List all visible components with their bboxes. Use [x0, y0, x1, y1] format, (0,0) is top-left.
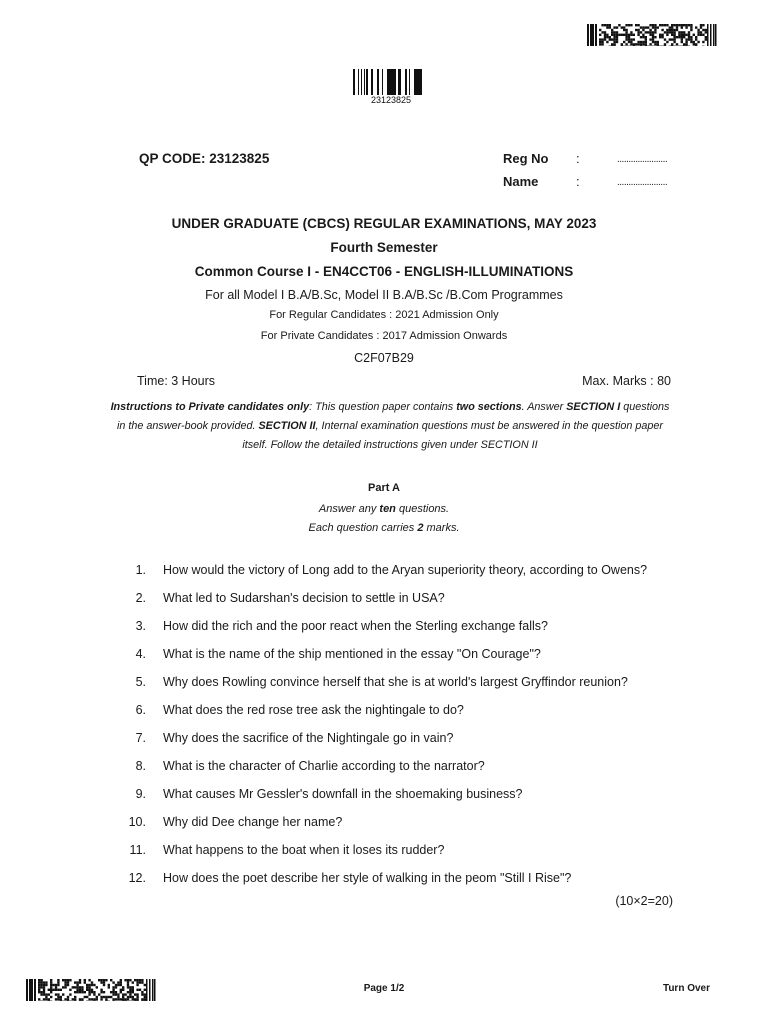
question-item [0, 759, 768, 779]
question-item [0, 787, 768, 807]
question-text: Why does the sacrifice of the Nightingale go in vain? [163, 731, 454, 745]
course-title: Common Course I - EN4CCT06 - ENGLISH-ILLUMINATIONS [194, 264, 574, 279]
part-a-line2-pre: Each question carries [308, 522, 418, 534]
question-item [0, 563, 768, 583]
part-a-line1-post: questions. [395, 503, 450, 515]
question-text: What happens to the boat when it loses its rudder? [163, 843, 445, 857]
question-number: 11. [129, 843, 146, 857]
instructions-bold-1: two sections [456, 401, 522, 413]
reg-no-label: Reg No [503, 151, 549, 166]
top-right-barcode [587, 24, 717, 46]
question-number: 6. [135, 703, 146, 717]
max-marks: Max. Marks : 80 [582, 374, 671, 388]
question-text: What led to Sudarshan's decision to settle in USA? [163, 591, 445, 605]
instructions-bold-2: SECTION I [566, 401, 621, 413]
question-number: 7. [135, 731, 146, 745]
question-number: 10. [128, 815, 146, 829]
question-item [0, 703, 768, 723]
question-item [0, 591, 768, 611]
question-number: 5. [135, 675, 146, 689]
question-text: How did the rich and the poor react when the Sterling exchange falls? [163, 619, 548, 633]
question-text: What is the name of the ship mentioned in the essay "On Courage"? [163, 647, 541, 661]
reg-no-colon: : [576, 151, 580, 166]
question-number: 4. [135, 647, 146, 661]
question-text: How would the victory of Long add to the Aryan superiority theory, according to Owens? [163, 563, 648, 577]
top-barcode [353, 69, 429, 105]
instructions-lead: Instructions to Private candidates only [110, 401, 310, 413]
programmes-line: For all Model I B.A/B.Sc, Model II B.A/B.Sc /B.Com Programmes [205, 288, 563, 302]
private-candidates-line: For Private Candidates : 2017 Admission Onwards [260, 330, 508, 342]
question-item [0, 619, 768, 639]
name-field: ...................... [617, 177, 668, 188]
question-text: Why did Dee change her name? [163, 815, 343, 829]
time-duration: Time: 3 Hours [137, 374, 216, 388]
regular-candidates-line: For Regular Candidates : 2021 Admission Only [269, 309, 499, 321]
instructions-text-2: . Answer [521, 401, 567, 413]
turn-over-label: Turn Over [662, 983, 710, 994]
question-item [0, 871, 768, 891]
paper-code: C2F07B29 [354, 351, 414, 365]
part-a-line1-pre: Answer any [318, 503, 380, 515]
question-number: 1. [135, 563, 146, 577]
question-item [0, 815, 768, 835]
question-number: 3. [135, 619, 146, 633]
part-a-line2-post: marks. [423, 522, 460, 534]
part-a-line1-bold: ten [379, 503, 396, 515]
part-a-marks-instruction [0, 522, 768, 534]
instructions-text-1: : This question paper contains [309, 401, 457, 413]
instructions-bold-3: SECTION II [258, 420, 316, 432]
page-number: Page 1/2 [363, 983, 405, 994]
question-text: How does the poet describe her style of walking in the peom "Still I Rise"? [163, 871, 572, 885]
marks-total: (10×2=20) [615, 894, 673, 908]
instructions-text-4: , Internal examination questions must be answered in the question paper itself. Follow the detailed instructions given under SECTION II [242, 420, 663, 451]
exam-title: UNDER GRADUATE (CBCS) REGULAR EXAMINATIONS, MAY 2023 [171, 216, 597, 231]
question-text: Why does Rowling convince herself that she is at world's largest Gryffindor reunion? [163, 675, 628, 689]
reg-no-field: ...................... [617, 154, 668, 165]
question-item [0, 647, 768, 667]
barcode-number: 23123825 [370, 95, 412, 105]
question-text: What causes Mr Gessler's downfall in the shoemaking business? [163, 787, 523, 801]
part-a-answer-instruction [0, 503, 768, 515]
name-label: Name [503, 174, 539, 189]
question-number: 2. [135, 591, 146, 605]
instructions-text-3: questions in the answer-book provided. [117, 401, 670, 432]
question-item [0, 731, 768, 751]
question-number: 9. [135, 787, 146, 801]
qp-code: QP CODE: 23123825 [139, 151, 270, 166]
instructions-paragraph [110, 398, 670, 455]
part-a-title: Part A [368, 482, 400, 494]
question-item [0, 843, 768, 863]
question-number: 12. [128, 871, 146, 885]
question-text: What is the character of Charlie according to the narrator? [163, 759, 485, 773]
question-item [0, 675, 768, 695]
question-number: 8. [135, 759, 146, 773]
part-a-line2-bold: 2 [417, 522, 424, 534]
semester-title: Fourth Semester [330, 240, 438, 255]
question-text: What does the red rose tree ask the nightingale to do? [163, 703, 464, 717]
name-colon: : [576, 174, 580, 189]
